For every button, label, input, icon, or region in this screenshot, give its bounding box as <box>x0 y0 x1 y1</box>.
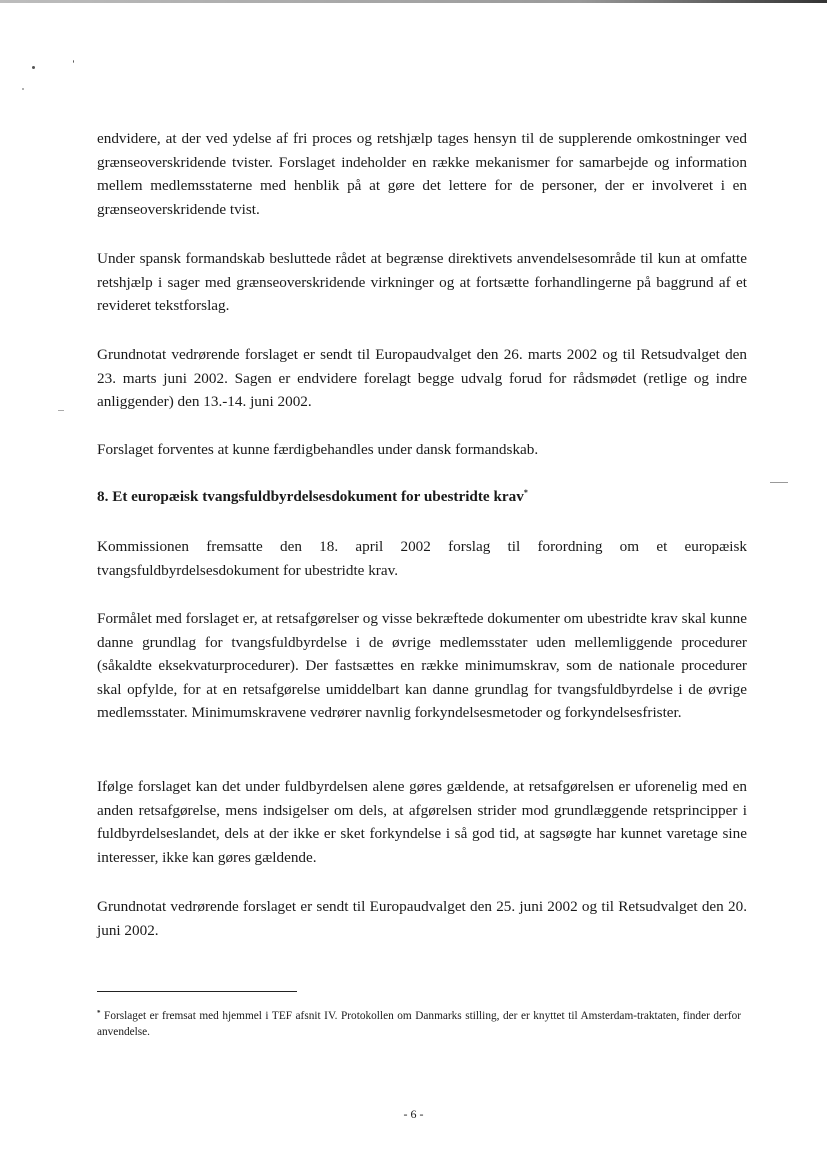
footnote <box>97 1005 741 1040</box>
paragraph-commission-proposal: Kommissionen fremsatte den 18. april 2002 forslag til forordning om et europæisk tvangsfuldbyrdelsesdokument for ubestridte krav. <box>97 538 747 579</box>
scan-top-edge <box>0 0 827 3</box>
paragraph-basic-note-legal-aid: Grundnotat vedrørende forslaget er sendt til Europaudvalget den 26. marts 2002 og til Retsudvalget den 23. marts juni 2002. Sagen er endvidere forelagt begge udvalg forud for rådsmødet (retlige og indre anliggender) den 13.-14. juni 2002. <box>97 346 747 410</box>
scan-speck <box>32 66 35 69</box>
scan-speck <box>22 88 24 90</box>
footnote-reference: * <box>523 488 528 497</box>
scan-speck <box>73 60 74 63</box>
paragraph-basic-note-enforcement: Grundnotat vedrørende forslaget er sendt til Europaudvalget den 25. juni 2002 og til Retsudvalget den 20. juni 2002. <box>97 898 747 939</box>
paragraph-spanish-presidency: Under spansk formandskab besluttede rådet at begrænse direktivets anvendelsesområde til kun at omfatte retshjælp i sager med grænseoverskridende virkninger og at fortsætte forhandlingerne på baggrund af et revideret tekstforslag. <box>97 250 747 314</box>
footnote-text: Forslaget er fremsat med hjemmel i TEF afsnit IV. Protokollen om Danmarks stilling, der er knyttet til Amsterdam-traktaten, finder derfor anvendelse. <box>97 1010 741 1038</box>
page-number: - 6 - <box>403 1107 424 1121</box>
paragraph-danish-presidency: Forslaget forventes at kunne færdigbehandles under dansk formandskab. <box>97 441 539 458</box>
paragraph-enforcement-objections: Ifølge forslaget kan det under fuldbyrdelsen alene gøres gældende, at retsafgørelsen er uforenelig med en anden retsafgørelse, mens indsigelser om dels, at afgørelsen strider mod grundlæggende retsprincipper i fuldbyrdelseslandet, dels at der ikke er sket forkyndelse i så god tid, at sagsøgte har kunnet varetage sine interesser, ikke kan gøres gældende. <box>97 778 747 866</box>
section-heading-text: 8. Et europæisk tvangsfuldbyrdelsesdokument for ubestridte krav <box>97 488 524 505</box>
paragraph-purpose: Formålet med forslaget er, at retsafgørelser og visse bekræftede dokumenter om ubestridte krav skal kunne danne grundlag for tvangsfuldbyrdelse i de øvrige medlemsstater uden mellemliggende procedurer (såkaldte eksekvaturprocedurer). Der fastsættes en række minimumskrav, som de nationale procedurer skal opfylde, for at en retsafgørelse umiddelbart kan danne grundlag for tvangsfuldbyrdelse i de øvrige medlemsstater. Minimumskravene vedrører navnlig forkyndelsesmetoder og forkyndelsesfrister. <box>97 610 747 721</box>
footnote-separator <box>97 991 297 992</box>
paragraph-legal-aid-cooperation: endvidere, at der ved ydelse af fri proces og retshjælp tages hensyn til de supplerende omkostninger ved grænseoverskridende tvister. Forslaget indeholder en række mekanismer for samarbejde og information mellem medlemsstaterne med henblik på at gøre det lettere for de personer, der er involveret i en grænseoverskridende tvist. <box>97 130 747 218</box>
section-heading <box>97 481 747 508</box>
scan-speck <box>770 482 788 483</box>
footnote-marker: * <box>97 1009 101 1017</box>
scan-speck <box>58 410 64 411</box>
